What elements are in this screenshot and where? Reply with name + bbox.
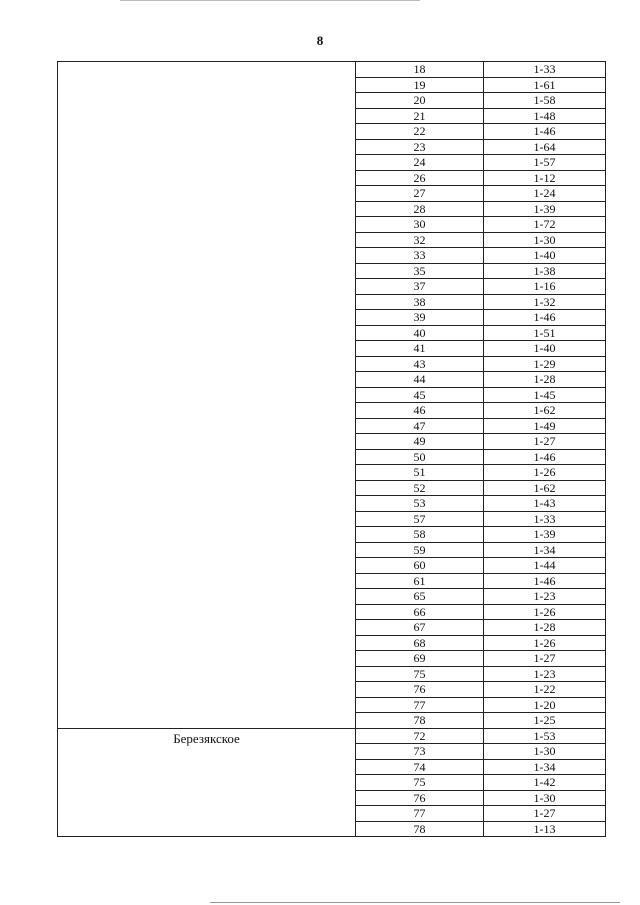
value-cell: 1-42: [484, 775, 606, 791]
value-cell: 1-40: [484, 248, 606, 264]
value-cell: 1-25: [484, 713, 606, 729]
value-cell: 1-38: [484, 263, 606, 279]
value-cell: 1-26: [484, 604, 606, 620]
value-cell: 1-30: [484, 232, 606, 248]
number-cell: 53: [356, 496, 484, 512]
number-cell: 41: [356, 341, 484, 357]
value-cell: 1-33: [484, 62, 606, 78]
value-cell: 1-34: [484, 542, 606, 558]
value-cell: 1-13: [484, 821, 606, 837]
value-cell: 1-51: [484, 325, 606, 341]
number-cell: 20: [356, 93, 484, 109]
number-cell: 77: [356, 806, 484, 822]
number-cell: 26: [356, 170, 484, 186]
value-cell: 1-46: [484, 124, 606, 140]
table-row: [58, 62, 606, 78]
number-cell: 75: [356, 666, 484, 682]
value-cell: 1-39: [484, 527, 606, 543]
number-cell: 75: [356, 775, 484, 791]
number-cell: 46: [356, 403, 484, 419]
value-cell: 1-24: [484, 186, 606, 202]
value-cell: 1-62: [484, 403, 606, 419]
number-cell: 23: [356, 139, 484, 155]
number-cell: 51: [356, 465, 484, 481]
value-cell: 1-28: [484, 372, 606, 388]
number-cell: 59: [356, 542, 484, 558]
value-cell: 1-20: [484, 697, 606, 713]
value-cell: 1-46: [484, 310, 606, 326]
number-cell: 74: [356, 759, 484, 775]
value-cell: 1-62: [484, 480, 606, 496]
value-cell: 1-33: [484, 511, 606, 527]
page-number: 8: [316, 33, 324, 48]
number-cell: 28: [356, 201, 484, 217]
number-cell: 76: [356, 790, 484, 806]
value-cell: 1-45: [484, 387, 606, 403]
number-cell: 40: [356, 325, 484, 341]
number-cell: 65: [356, 589, 484, 605]
value-cell: 1-43: [484, 496, 606, 512]
value-cell: 1-26: [484, 635, 606, 651]
number-cell: 47: [356, 418, 484, 434]
number-cell: 57: [356, 511, 484, 527]
group-name-cell: [58, 62, 356, 729]
number-cell: 69: [356, 651, 484, 667]
value-cell: 1-46: [484, 449, 606, 465]
value-cell: 1-48: [484, 108, 606, 124]
number-cell: 18: [356, 62, 484, 78]
top-edge-line: [120, 0, 420, 1]
value-cell: 1-64: [484, 139, 606, 155]
value-cell: 1-28: [484, 620, 606, 636]
value-cell: 1-23: [484, 666, 606, 682]
value-cell: 1-27: [484, 434, 606, 450]
schedule-body: [58, 62, 606, 837]
number-cell: 32: [356, 232, 484, 248]
table-row: [58, 728, 606, 744]
number-cell: 27: [356, 186, 484, 202]
number-cell: 60: [356, 558, 484, 574]
number-cell: 37: [356, 279, 484, 295]
number-cell: 58: [356, 527, 484, 543]
number-cell: 52: [356, 480, 484, 496]
value-cell: 1-61: [484, 77, 606, 93]
number-cell: 21: [356, 108, 484, 124]
number-cell: 67: [356, 620, 484, 636]
value-cell: 1-27: [484, 806, 606, 822]
number-cell: 44: [356, 372, 484, 388]
number-cell: 38: [356, 294, 484, 310]
value-cell: 1-27: [484, 651, 606, 667]
value-cell: 1-57: [484, 155, 606, 171]
schedule-table: [57, 61, 606, 837]
number-cell: 73: [356, 744, 484, 760]
value-cell: 1-39: [484, 201, 606, 217]
value-cell: 1-16: [484, 279, 606, 295]
value-cell: 1-22: [484, 682, 606, 698]
number-cell: 66: [356, 604, 484, 620]
number-cell: 33: [356, 248, 484, 264]
value-cell: 1-49: [484, 418, 606, 434]
value-cell: 1-46: [484, 573, 606, 589]
number-cell: 30: [356, 217, 484, 233]
number-cell: 68: [356, 635, 484, 651]
value-cell: 1-40: [484, 341, 606, 357]
value-cell: 1-12: [484, 170, 606, 186]
number-cell: 77: [356, 697, 484, 713]
number-cell: 43: [356, 356, 484, 372]
value-cell: 1-34: [484, 759, 606, 775]
group-name-cell: Березякское: [58, 728, 356, 837]
value-cell: 1-30: [484, 790, 606, 806]
value-cell: 1-23: [484, 589, 606, 605]
value-cell: 1-44: [484, 558, 606, 574]
value-cell: 1-26: [484, 465, 606, 481]
value-cell: 1-72: [484, 217, 606, 233]
number-cell: 45: [356, 387, 484, 403]
number-cell: 72: [356, 728, 484, 744]
number-cell: 61: [356, 573, 484, 589]
number-cell: 19: [356, 77, 484, 93]
value-cell: 1-58: [484, 93, 606, 109]
value-cell: 1-53: [484, 728, 606, 744]
bottom-edge-line: [210, 902, 620, 903]
value-cell: 1-30: [484, 744, 606, 760]
number-cell: 78: [356, 713, 484, 729]
number-cell: 39: [356, 310, 484, 326]
value-cell: 1-32: [484, 294, 606, 310]
value-cell: 1-29: [484, 356, 606, 372]
number-cell: 76: [356, 682, 484, 698]
number-cell: 49: [356, 434, 484, 450]
number-cell: 22: [356, 124, 484, 140]
number-cell: 24: [356, 155, 484, 171]
number-cell: 50: [356, 449, 484, 465]
number-cell: 35: [356, 263, 484, 279]
number-cell: 78: [356, 821, 484, 837]
